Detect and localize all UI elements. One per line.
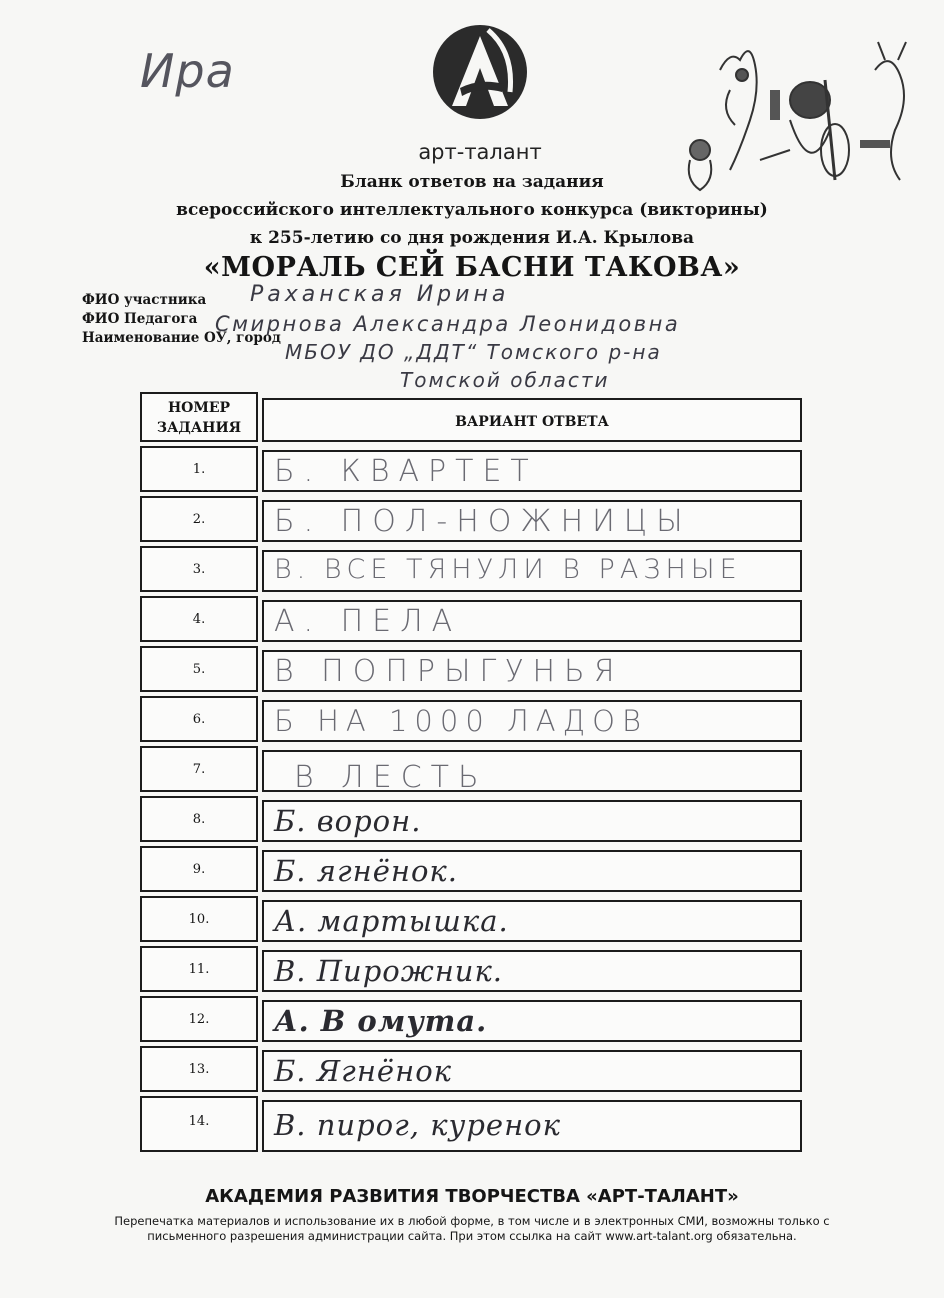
row-answer: В. ВСЕ ТЯНУЛИ В РАЗНЫЕ [274, 554, 742, 585]
corner-name: Ира [140, 44, 235, 98]
row-answer: Б. КВАРТЕТ [274, 454, 538, 489]
col-answer-header: ВАРИАНТ ОТВЕТА [455, 414, 609, 430]
form-main-title: «МОРАЛЬ СЕЙ БАСНИ ТАКОВА» [203, 252, 741, 283]
table-row [140, 546, 804, 594]
table-row [140, 896, 804, 944]
footer-title: АКАДЕМИЯ РАЗВИТИЯ ТВОРЧЕСТВА «АРТ-ТАЛАНТ» [205, 1186, 739, 1207]
row-number: 2. [192, 512, 206, 527]
school-value-line2: Томской области [400, 368, 610, 392]
row-number: 9. [192, 862, 206, 877]
row-number: 1. [192, 462, 206, 477]
participant-label: ФИО участника [82, 292, 207, 308]
row-answer: Б. ягнёнок. [274, 854, 458, 888]
form-title-line2: всероссийского интеллектуального конкурса (викторины) [176, 200, 768, 220]
row-answer: Б. Ягнёнок [274, 1054, 452, 1088]
row-answer: А. мартышка. [274, 904, 509, 938]
row-number: 14. [188, 1114, 210, 1129]
table-row [140, 496, 804, 544]
form-title-line3: к 255-летию со дня рождения И.А. Крылова [249, 228, 695, 248]
row-number: 8. [192, 812, 206, 827]
row-number: 6. [192, 712, 206, 727]
school-label: Наименование ОУ, город [82, 330, 281, 346]
row-answer: А. ПЕЛА [274, 604, 462, 639]
table-row [140, 1096, 804, 1152]
row-answer: Б НА 1000 ЛАДОВ [274, 704, 648, 738]
table-row [140, 946, 804, 994]
form-title-line1: Бланк ответов на задания [340, 172, 604, 192]
row-number: 11. [188, 962, 210, 977]
row-number: 3. [192, 562, 206, 577]
table-header-row [140, 392, 804, 442]
table-row [140, 596, 804, 644]
table-row [140, 796, 804, 844]
row-answer: В ЛЕСТЬ [294, 760, 488, 795]
row-answer: В. пирог, куренок [274, 1108, 561, 1142]
brand-name: арт-талант [418, 140, 542, 164]
teacher-label: ФИО Педагога [82, 311, 198, 327]
table-row [140, 996, 804, 1044]
row-answer: В. Пирожник. [274, 954, 504, 988]
school-value-line1: МБОУ ДО „ДДТ“ Томского р-на [285, 340, 662, 364]
row-number: 10. [188, 912, 210, 927]
row-number: 12. [188, 1012, 210, 1027]
row-answer: А. В омута. [274, 1004, 488, 1038]
art-talant-logo-icon [430, 22, 530, 122]
row-number: 4. [192, 612, 206, 627]
row-answer: В ПОПРЫГУНЬЯ [274, 654, 624, 689]
footer-note: Перепечатка материалов и использование их в любой форме, в том числе и в электронных СМИ, возможны только с письменного разрешения администрации сайта. При этом ссылка на сайт www.art-talant.org обязательна. [114, 1214, 830, 1243]
row-number: 13. [188, 1062, 210, 1077]
table-row [140, 846, 804, 894]
col-num-header-line2: ЗАДАНИЯ [156, 420, 242, 436]
answer-table [140, 392, 804, 1164]
table-row [140, 446, 804, 494]
row-number: 7. [192, 762, 206, 777]
col-num-header-line1: НОМЕР [167, 400, 231, 416]
teacher-value: Смирнова Александра Леонидовна [215, 312, 681, 336]
participant-value: Раханская Ирина [250, 282, 510, 307]
row-answer: Б. ворон. [274, 804, 422, 838]
row-answer: Б. ПОЛ-НОЖНИЦЫ [274, 504, 692, 539]
row-number: 5. [192, 662, 206, 677]
table-row [140, 1046, 804, 1094]
table-row [140, 646, 804, 694]
table-row [140, 746, 804, 794]
table-row [140, 696, 804, 744]
